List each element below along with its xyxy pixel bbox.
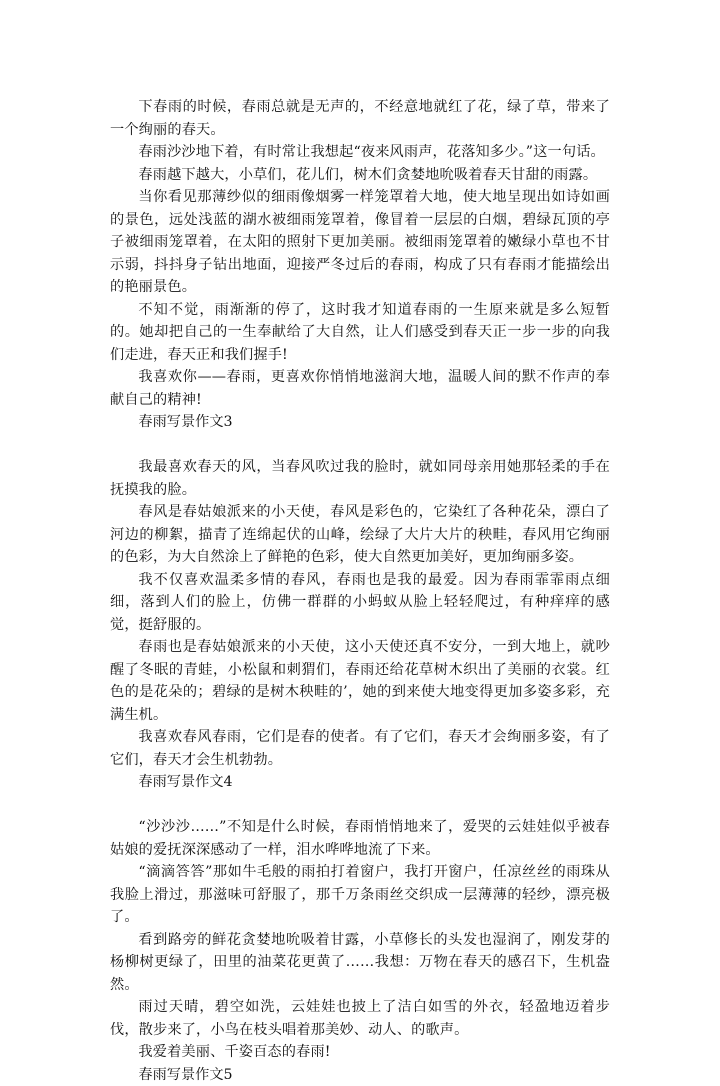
section-heading: 春雨写景作文5 (110, 1064, 610, 1086)
paragraph: 春雨越下越大，小草们，花儿们，树木们贪婪地吮吸着春天甘甜的雨露。 (110, 164, 610, 187)
paragraph: 我喜欢你——春雨，更喜欢你悄悄地滋润大地，温暖人间的默不作声的奉献自己的精神! (110, 366, 610, 411)
paragraph: 下春雨的时候，春雨总就是无声的，不经意地就红了花，绿了草，带来了一个绚丽的春天。 (110, 96, 610, 141)
paragraph: “沙沙沙……”不知是什么时候，春雨悄悄地来了，爱哭的云娃娃似乎被春姑娘的爱抚深深感动了一样，泪水哗哗地流了下来。 (110, 816, 610, 861)
paragraph: 我不仅喜欢温柔多情的春风，春雨也是我的最爱。因为春雨霏霏雨点细细，落到人们的脸上，仿佛一群群的小蚂蚁从脸上轻轻爬过，有种痒痒的感觉，挺舒服的。 (110, 569, 610, 637)
document-page (110, 96, 610, 1086)
paragraph: 看到路旁的鲜花贪婪地吮吸着甘露，小草修长的头发也湿润了，刚发芽的杨柳树更绿了，田里的油菜花更黄了……我想：万物在春天的感召下，生机盎然。 (110, 929, 610, 997)
paragraph: 春雨沙沙地下着，有时常让我想起“夜来风雨声，花落知多少。”这一句话。 (110, 141, 610, 164)
paragraph: 我最喜欢春天的风，当春风吹过我的脸时，就如同母亲用她那轻柔的手在抚摸我的脸。 (110, 456, 610, 501)
section-heading: 春雨写景作文4 (110, 771, 610, 794)
blank-line (110, 794, 610, 817)
paragraph: 雨过天晴，碧空如洗，云娃娃也披上了洁白如雪的外衣，轻盈地迈着步伐，散步来了，小鸟在枝头唱着那美妙、动人、的歌声。 (110, 996, 610, 1041)
section-heading: 春雨写景作文3 (110, 411, 610, 434)
paragraph: 我爱着美丽、千姿百态的春雨! (110, 1041, 610, 1064)
paragraph: 我喜欢春风春雨，它们是春的使者。有了它们，春天才会绚丽多姿，有了它们，春天才会生机勃勃。 (110, 726, 610, 771)
paragraph: 春雨也是春姑娘派来的小天使，这小天使还真不安分，一到大地上，就吵醒了冬眠的青蛙，小松鼠和刺猬们，春雨还给花草树木织出了美丽的衣裳。红色的是花朵的；碧绿的是树木秧畦的’，她的到来使大地变得更加多姿多彩，充满生机。 (110, 636, 610, 726)
paragraph: 不知不觉，雨渐渐的停了，这时我才知道春雨的一生原来就是多么短暂的。她却把自己的一生奉献给了大自然，让人们感受到春天正一步一步的向我们走进，春天正和我们握手! (110, 299, 610, 367)
paragraph: “滴滴答答”那如牛毛般的雨拍打着窗户，我打开窗户，任凉丝丝的雨珠从我脸上滑过，那滋味可舒服了，那千万条雨丝交织成一层薄薄的轻纱，漂亮极了。 (110, 861, 610, 929)
paragraph: 当你看见那薄纱似的细雨像烟雾一样笼罩着大地，使大地呈现出如诗如画的景色，远处浅蓝的湖水被细雨笼罩着，像冒着一层层的白烟，碧绿瓦顶的亭子被细雨笼罩着，在太阳的照射下更加美丽。被细雨笼罩着的嫩绿小草也不甘示弱，抖抖身子钻出地面，迎接严冬过后的春雨，构成了只有春雨才能描绘出的艳丽景色。 (110, 186, 610, 299)
blank-line (110, 434, 610, 457)
paragraph: 春风是春姑娘派来的小天使，春风是彩色的，它染红了各种花朵，漂白了河边的柳絮，描青了连绵起伏的山峰，绘绿了大片大片的秧畦，春风用它绚丽的色彩，为大自然涂上了鲜艳的色彩，使大自然更加美好，更加绚丽多姿。 (110, 501, 610, 569)
